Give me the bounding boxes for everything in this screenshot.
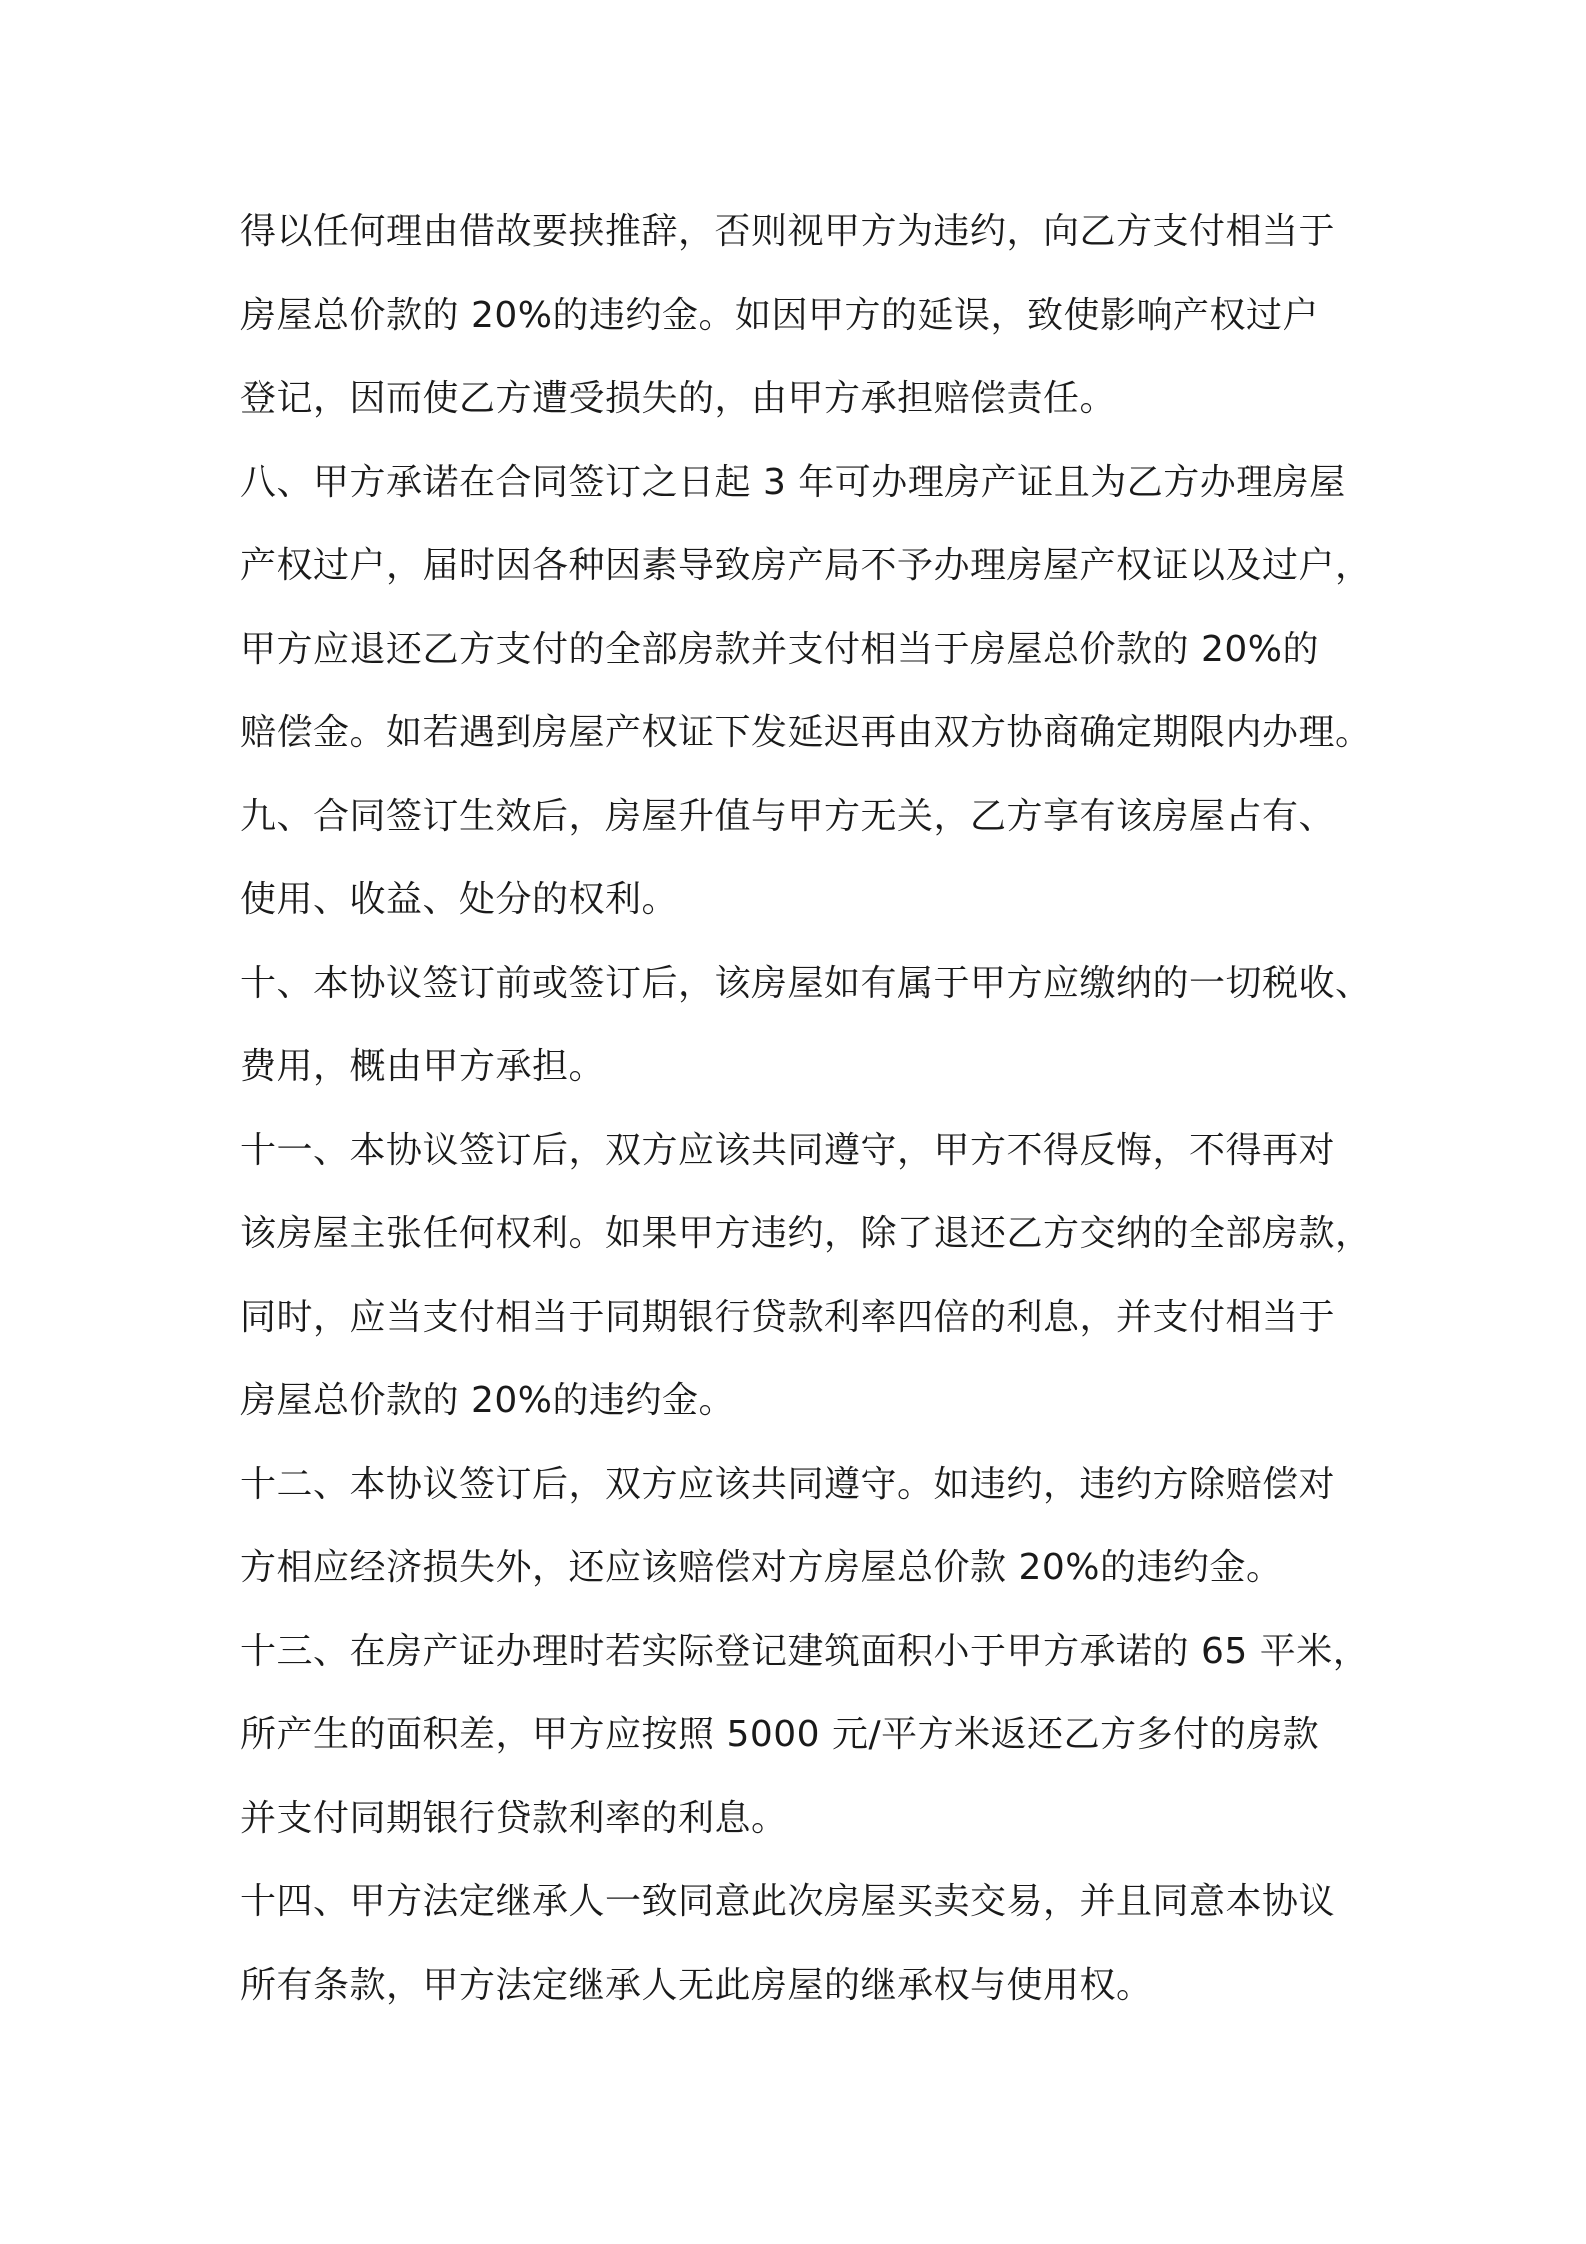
text-line: 所产生的面积差，甲方应按照 5000 元/平方米返还乙方多付的房款 — [240, 1714, 1320, 1755]
text-line: 同时，应当支付相当于同期银行贷款利率四倍的利息，并支付相当于 — [240, 1296, 1336, 1338]
text-line: 登记，因而使乙方遭受损失的，由甲方承担赔偿责任。 — [240, 378, 1117, 419]
text-line: 得以任何理由借故要挟推辞，否则视甲方为违约，向乙方支付相当于 — [240, 211, 1336, 252]
text-line: 赔偿金。如若遇到房屋产权证下发延迟再由双方协商确定期限内办理。 — [240, 712, 1372, 753]
text-line: 该房屋主张任何权利。如果甲方违约，除了退还乙方交纳的全部房款， — [240, 1213, 1372, 1254]
text-line: 房屋总价款的 20%的违约金。 — [240, 1380, 735, 1421]
text-line: 所有条款，甲方法定继承人无此房屋的继承权与使用权。 — [240, 1964, 1153, 2006]
text-line: 产权过户，届时因各种因素导致房产局不予办理房屋产权证以及过户， — [240, 545, 1372, 586]
text-line: 费用，概由甲方承担。 — [240, 1046, 606, 1087]
clause-8-line: 八、甲方承诺在合同签订之日起 3 年可办理房产证且为乙方办理房屋 — [240, 461, 1346, 503]
text-line: 并支付同期银行贷款利率的利息。 — [240, 1797, 788, 1839]
clause-13-line: 十三、在房产证办理时若实际登记建筑面积小于甲方承诺的 65 平米， — [240, 1630, 1370, 1672]
text-line: 房屋总价款的 20%的违约金。如因甲方的延误，致使影响产权过户 — [240, 294, 1319, 336]
clause-12-line: 十二、本协议签订后，双方应该共同遵守。如违约，违约方除赔偿对 — [240, 1463, 1336, 1505]
text-line: 使用、收益、处分的权利。 — [240, 879, 679, 920]
clause-14-line: 十四、甲方法定继承人一致同意此次房屋买卖交易，并且同意本协议 — [240, 1881, 1336, 1922]
text-line: 方相应经济损失外，还应该赔偿对方房屋总价款 20%的违约金。 — [240, 1547, 1283, 1588]
document-body — [240, 190, 1370, 2027]
text-line: 甲方应退还乙方支付的全部房款并支付相当于房屋总价款的 20%的 — [240, 628, 1319, 670]
clause-11-line: 十一、本协议签订后，双方应该共同遵守，甲方不得反悔，不得再对 — [240, 1129, 1336, 1171]
clause-10-line: 十、本协议签订前或签订后，该房屋如有属于甲方应缴纳的一切税收、 — [240, 962, 1372, 1004]
clause-9-line: 九、合同签订生效后，房屋升值与甲方无关，乙方享有该房屋占有、 — [240, 795, 1336, 837]
